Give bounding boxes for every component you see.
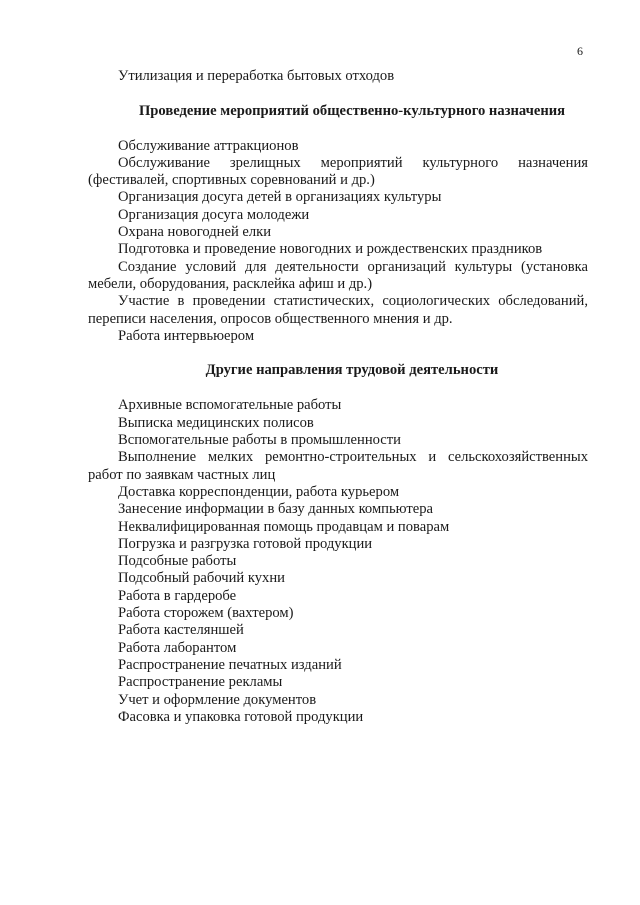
list-item: Вспомогательные работы в промышленности (118, 432, 401, 449)
list-item: Фасовка и упаковка готовой продукции (118, 708, 364, 725)
list-item: Погрузка и разгрузка готовой продукции (118, 535, 373, 552)
section-heading-other-work: Другие направления трудовой деятельности (205, 362, 499, 379)
list-item: Доставка корреспонденции, работа курьером (118, 483, 400, 500)
document-body (88, 68, 588, 726)
list-item: Участие в проведении статистических, социологических обследований, переписи населения, опросов общественного мнения и др. (88, 293, 588, 327)
list-item: Работа в гардеробе (118, 587, 237, 604)
list-item: Охрана новогодней елки (118, 224, 272, 241)
intro-item: Утилизация и переработка бытовых отходов (118, 68, 395, 84)
list-item: Выписка медицинских полисов (118, 414, 314, 431)
list-item: Организация досуга молодежи (118, 206, 310, 223)
list-item: Распространение печатных изданий (118, 656, 342, 673)
list-item: Подсобные работы (118, 553, 237, 570)
list-item: Распространение рекламы (118, 674, 283, 691)
section-cultural-events-list (88, 138, 588, 346)
list-item: Подсобный рабочий кухни (118, 570, 285, 587)
list-item: Обслуживание аттракционов (118, 137, 299, 154)
list-item: Обслуживание зрелищных мероприятий культурного назначения (фестивалей, спортивных соревнований и др.) (88, 154, 588, 189)
section-other-work-list (88, 397, 588, 726)
list-item: Подготовка и проведение новогодних и рождественских праздников (118, 241, 543, 258)
list-item: Учет и оформление документов (118, 691, 317, 708)
list-item: Работа интервьюером (118, 327, 255, 344)
list-item: Работа лаборантом (118, 639, 237, 656)
list-item: Архивные вспомогательные работы (118, 397, 342, 414)
list-item: Работа кастеляншей (118, 622, 244, 639)
list-item: Организация досуга детей в организациях культуры (118, 189, 442, 206)
list-item: Создание условий для деятельности организаций культуры (установка мебели, оборудования, расклейка афиш и др.) (88, 258, 588, 292)
list-item: Неквалифицированная помощь продавцам и поварам (118, 518, 450, 535)
section-heading-cultural-events: Проведение мероприятий общественно-культурного назначения (138, 103, 566, 120)
page-number: 6 (577, 44, 583, 58)
list-item: Занесение информации в базу данных компьютера (118, 501, 433, 518)
list-item: Выполнение мелких ремонтно-строительных и сельскохозяйственных работ по заявкам частных лиц (88, 449, 588, 483)
list-item: Работа сторожем (вахтером) (118, 605, 294, 622)
